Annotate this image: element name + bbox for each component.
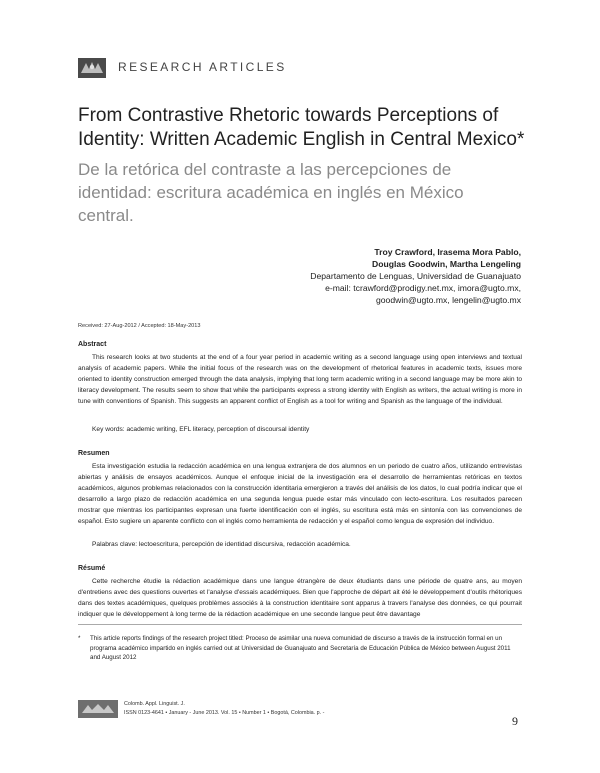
resumen-body: Esta investigación estudia la redacción académica en una lengua extranjera de dos alumnos en un periodo de cuatro años, utilizando entrevistas abiertas y análisis de ensayos académicos. Aunque el enfoque inicial de la investigación era el desarrollo de herramientas retóricas en textos académicos, algunos problemas relacionados con la construcción identitaria emergieron a través del análisis de los datos, lo cual podría indicar que el desarrollo a largo plazo de redacción académica en una segunda lengua puede estar más vinculado con lecto-escritura. Los resultados parecen mostrar que mientras los participantes expresan una fuerte identificación con el inglés, su escritura está más en sintonía con las convenciones de español. Esto sugiere un aparente conflicto con el inglés como herramienta de redacción y el español como lengua de expresión del individuo. [78, 463, 522, 525]
author-names-line-1: Troy Crawford, Irasema Mora Pablo, [374, 247, 521, 257]
page-number: 9 [512, 714, 518, 728]
footnote-text: This article reports findings of the research project titled: Proceso de asimilar una nueva comunidad de discurso a través de la instrucción formal en un programa académico impartido en inglés carried out at Universidad de Guanajuato and Secretaría de Educación Pública de México between August 2011 and August 2012 [90, 635, 511, 661]
author-block [310, 246, 521, 306]
abstract-keywords: Key words: academic writing, EFL literacy, perception of discoursal identity [92, 426, 310, 433]
author-email-line-2: goodwin@ugto.mx, lengelin@ugto.mx [376, 295, 521, 305]
resume-heading: Résumé [78, 565, 106, 572]
journal-issue-info: ISSN 0123-4641 • January - June 2013. Vol. 15 • Number 1 • Bogotá, Colombia. p. - [124, 710, 325, 716]
footnote-mark: * [78, 635, 81, 642]
author-affiliation: Departamento de Lenguas, Universidad de Guanajuato [310, 271, 521, 281]
journal-citation [124, 700, 324, 718]
journal-name: Colomb. Appl. Linguist. J. [124, 701, 185, 707]
abstract-heading: Abstract [78, 341, 107, 348]
article-title-spanish: De la retórica del contraste a las percepciones de identidad: escritura académica en inglés en México central. [78, 160, 464, 225]
footnote-divider [78, 624, 522, 625]
section-label: RESEARCH ARTICLES [118, 60, 287, 74]
resumen-keywords: Palabras clave: lectoescritura, percepción de identidad discursiva, redacción académica. [92, 541, 351, 548]
abstract-body: This research looks at two students at the end of a four year period in academic writing as a second language using open interviews and textual analysis of academic papers. While the initial focus of the research was on the development of rhetorical features in academic texts, issues more oriented to identity construction emerged through the data analysis, implying that long term academic writing in a second language may be more akin to literacy development. The results seem to show that while the participants express a strong identity with English as writers, the actual writing is more in tune with conventions of Spanish. This suggests an apparent conflict of English as a tool for writing and Spanish as the language of the individual. [78, 354, 522, 405]
received-accepted-dates: Received: 27-Aug-2012 / Accepted: 18-May-2013 [78, 323, 201, 329]
article-title-english: From Contrastive Rhetoric towards Perceptions of Identity: Written Academic English in Central Mexico* [78, 105, 525, 150]
resumen-heading: Resumen [78, 450, 110, 457]
journal-logo-icon [78, 58, 106, 78]
footnote [78, 634, 522, 663]
resume-body: Cette recherche étudie la rédaction académique dans une langue étrangère de deux étudiants dans une période de quatre ans, au moyen d'entretiens avec des questions ouvertes et l'analyse d'essais académiques. Bien que l'approche de départ ait été le développement d'outils rhétoriques dans des textes académiques, quelques problèmes associés à la construction identitaire sont apparus à travers l'analyse des données, ce qui pourrait indiquer que le développement à long terme de la rédaction académique en une seconde langue peut être davantage [78, 578, 522, 618]
publisher-logo-icon [78, 700, 118, 718]
author-names-line-2: Douglas Goodwin, Martha Lengeling [372, 259, 521, 269]
author-email-line-1: e-mail: tcrawford@prodigy.net.mx, imora@ugto.mx, [325, 283, 521, 293]
